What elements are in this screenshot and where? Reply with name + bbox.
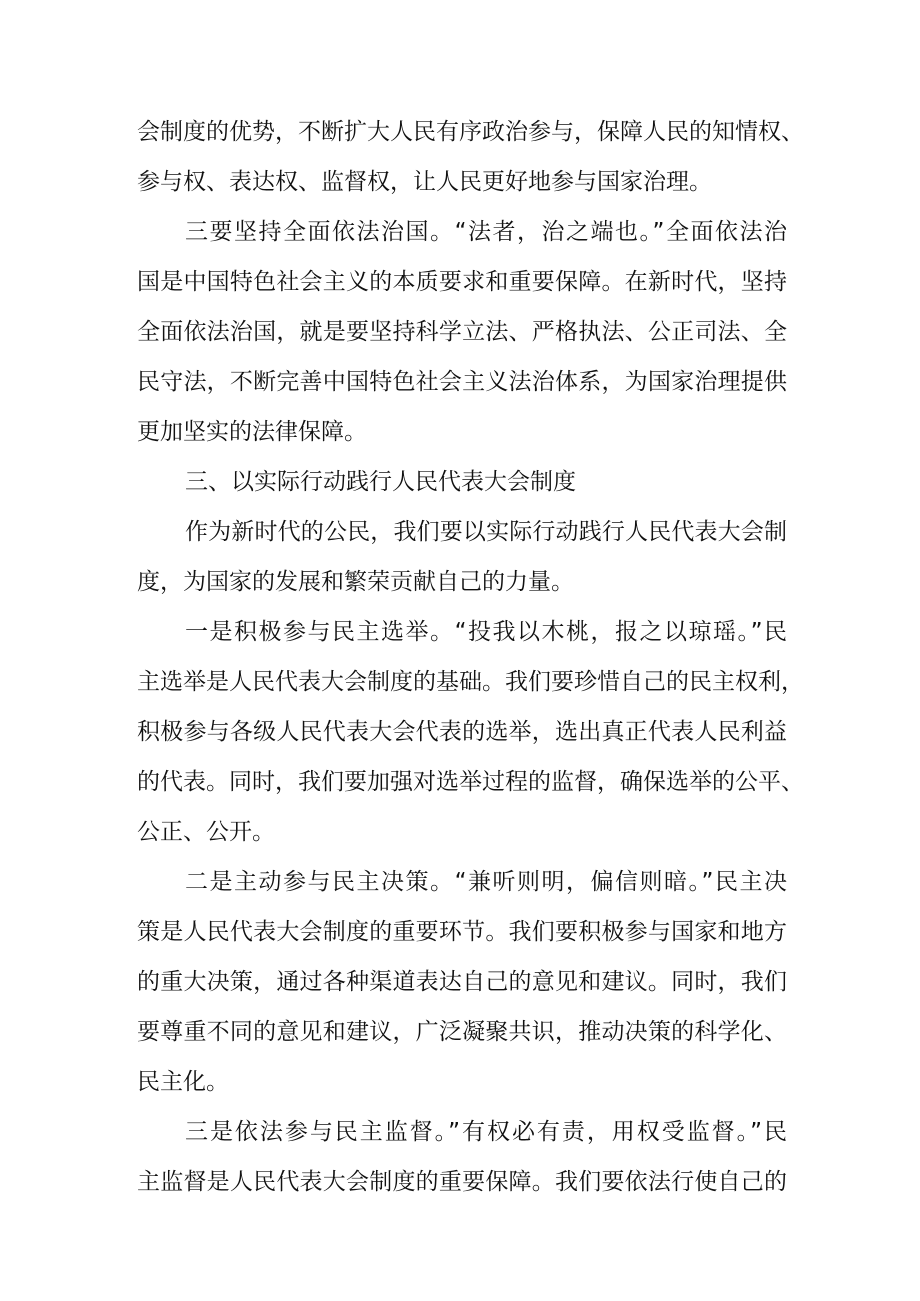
text-line: 要尊重不同的意见和建议，广泛凝聚共识，推动决策的科学化、: [137, 1019, 787, 1045]
text-line: 积极参与各级人民代表大会代表的选举，选出真正代表人民利益: [137, 719, 787, 745]
text-line: 参与权、表达权、监督权，让人民更好地参与国家治理。: [137, 169, 712, 195]
text-line: 主选举是人民代表大会制度的基础。我们要珍惜自己的民主权利，: [137, 669, 804, 695]
text-line: 更加坚实的法律保障。: [137, 419, 367, 445]
text-line: 民守法，不断完善中国特色社会主义法治体系，为国家治理提供: [137, 369, 787, 395]
text-line: 民主化。: [137, 1069, 229, 1095]
text-line: 会制度的优势，不断扩大人民有序政治参与，保障人民的知情权、: [137, 119, 804, 145]
text-line: 主监督是人民代表大会制度的重要保障。我们要依法行使自己的: [137, 1169, 787, 1195]
text-line: 度，为国家的发展和繁荣贡献自己的力量。: [137, 569, 574, 595]
text-line: 三是依法参与民主监督。”有权必有责，用权受监督。”民: [185, 1119, 787, 1145]
text-line: 公正、公开。: [137, 819, 275, 845]
text-line: 的重大决策，通过各种渠道表达自己的意见和建议。同时，我们: [137, 969, 787, 995]
text-line: 的代表。同时，我们要加强对选举过程的监督，确保选举的公平、: [137, 769, 804, 795]
section-heading: 三、以实际行动践行人民代表大会制度: [185, 469, 576, 495]
text-line: 作为新时代的公民，我们要以实际行动践行人民代表大会制: [185, 519, 787, 545]
text-line: 三要坚持全面依法治国。“法者，治之端也。”全面依法治: [185, 219, 787, 245]
text-line: 策是人民代表大会制度的重要环节。我们要积极参与国家和地方: [137, 919, 787, 945]
text-line: 全面依法治国，就是要坚持科学立法、严格执法、公正司法、全: [137, 319, 787, 345]
text-line: 一是积极参与民主选举。“投我以木桃，报之以琼瑶。”民: [185, 619, 787, 645]
text-line: 国是中国特色社会主义的本质要求和重要保障。在新时代，坚持: [137, 269, 787, 295]
text-line: 二是主动参与民主决策。“兼听则明，偏信则暗。”民主决: [185, 869, 787, 895]
